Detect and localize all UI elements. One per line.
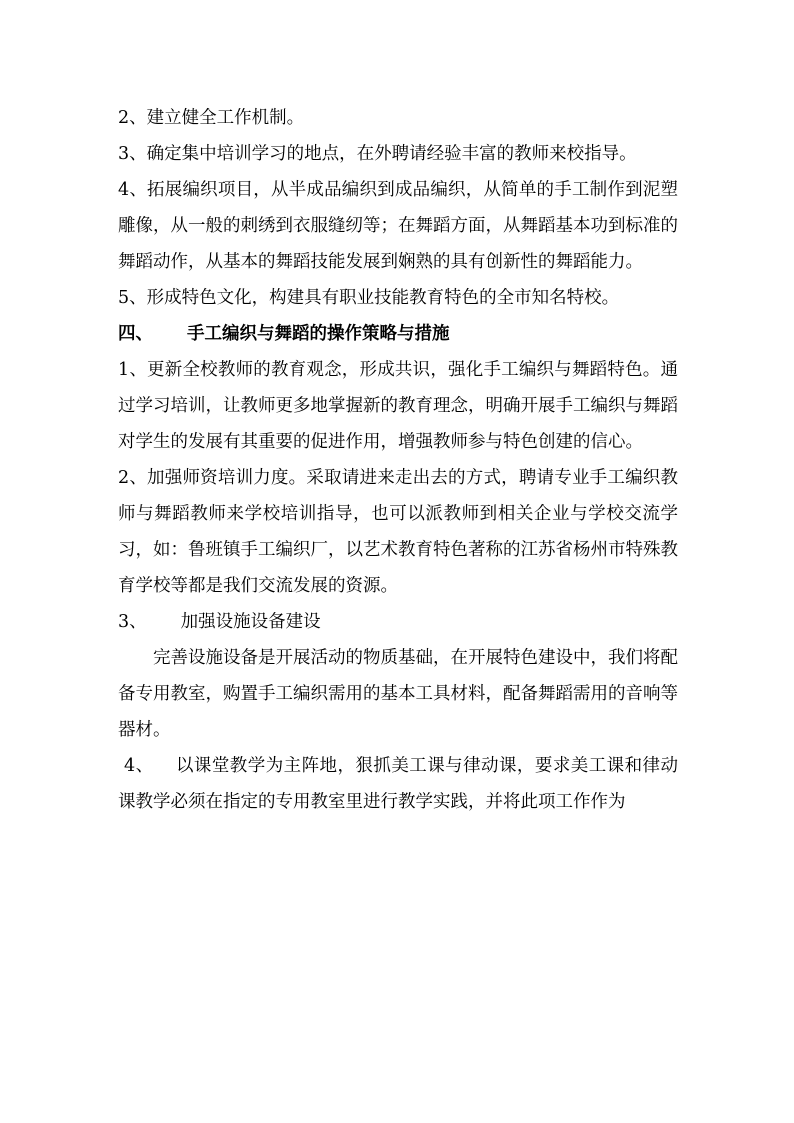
paragraph-classroom-teaching [118,748,678,820]
paragraph-facilities-body: 完善设施设备是开展活动的物质基础，在开展特色建设中，我们将配备专用教室，购置手工编织需用的基本工具材料，配备舞蹈需用的音响等器材。 [118,648,678,740]
paragraph-teacher-training: 2、加强师资培训力度。采取请进来走出去的方式，聘请专业手工编织教师与舞蹈教师来学校培训指导，也可以派教师到相关企业与学校交流学习，如：鲁班镇手工编织厂，以艺术教育特色著称的江苏省杨州市特殊教育学校等都是我们交流发展的资源。 [118,468,678,596]
facilities-number: 3、 [118,612,147,632]
classroom-number: 4、 [124,756,154,776]
paragraph-facilities-heading [118,604,678,640]
paragraph-update-concepts: 1、更新全校教师的教育观念，形成共识，强化手工编织与舞蹈特色。通过学习培训，让教师更多地掌握新的教育理念，明确开展手工编织与舞蹈对学生的发展有其重要的促进作用，增强教师参与特色创建的信心。 [118,360,678,452]
paragraph-training-location: 3、确定集中培训学习的地点，在外聘请经验丰富的教师来校指导。 [118,144,637,164]
paragraph-expand-weaving: 4、拓展编织项目，从半成品编织到成品编织，从简单的手工制作到泥塑雕像，从一般的刺绣到衣服缝纫等；在舞蹈方面，从舞蹈基本功到标准的舞蹈动作，从基本的舞蹈技能发展到娴熟的具有创新性的舞蹈能力。 [118,180,678,272]
section-heading-text: 手工编织与舞蹈的操作策略与措施 [187,324,450,344]
facilities-title: 加强设施设备建设 [180,612,321,632]
document-body [118,100,678,820]
classroom-text: 以课堂教学为主阵地，狠抓美工课与律动课，要求美工课和律动课教学必须在指定的专用教室里进行教学实践，并将此项工作作为 [118,756,678,812]
paragraph-work-mechanism: 2、建立健全工作机制。 [118,108,305,128]
section-heading-number: 四、 [118,324,153,344]
paragraph-special-culture: 5、形成特色文化，构建具有职业技能教育特色的全市知名特校。 [118,288,620,308]
section-heading [118,316,678,352]
